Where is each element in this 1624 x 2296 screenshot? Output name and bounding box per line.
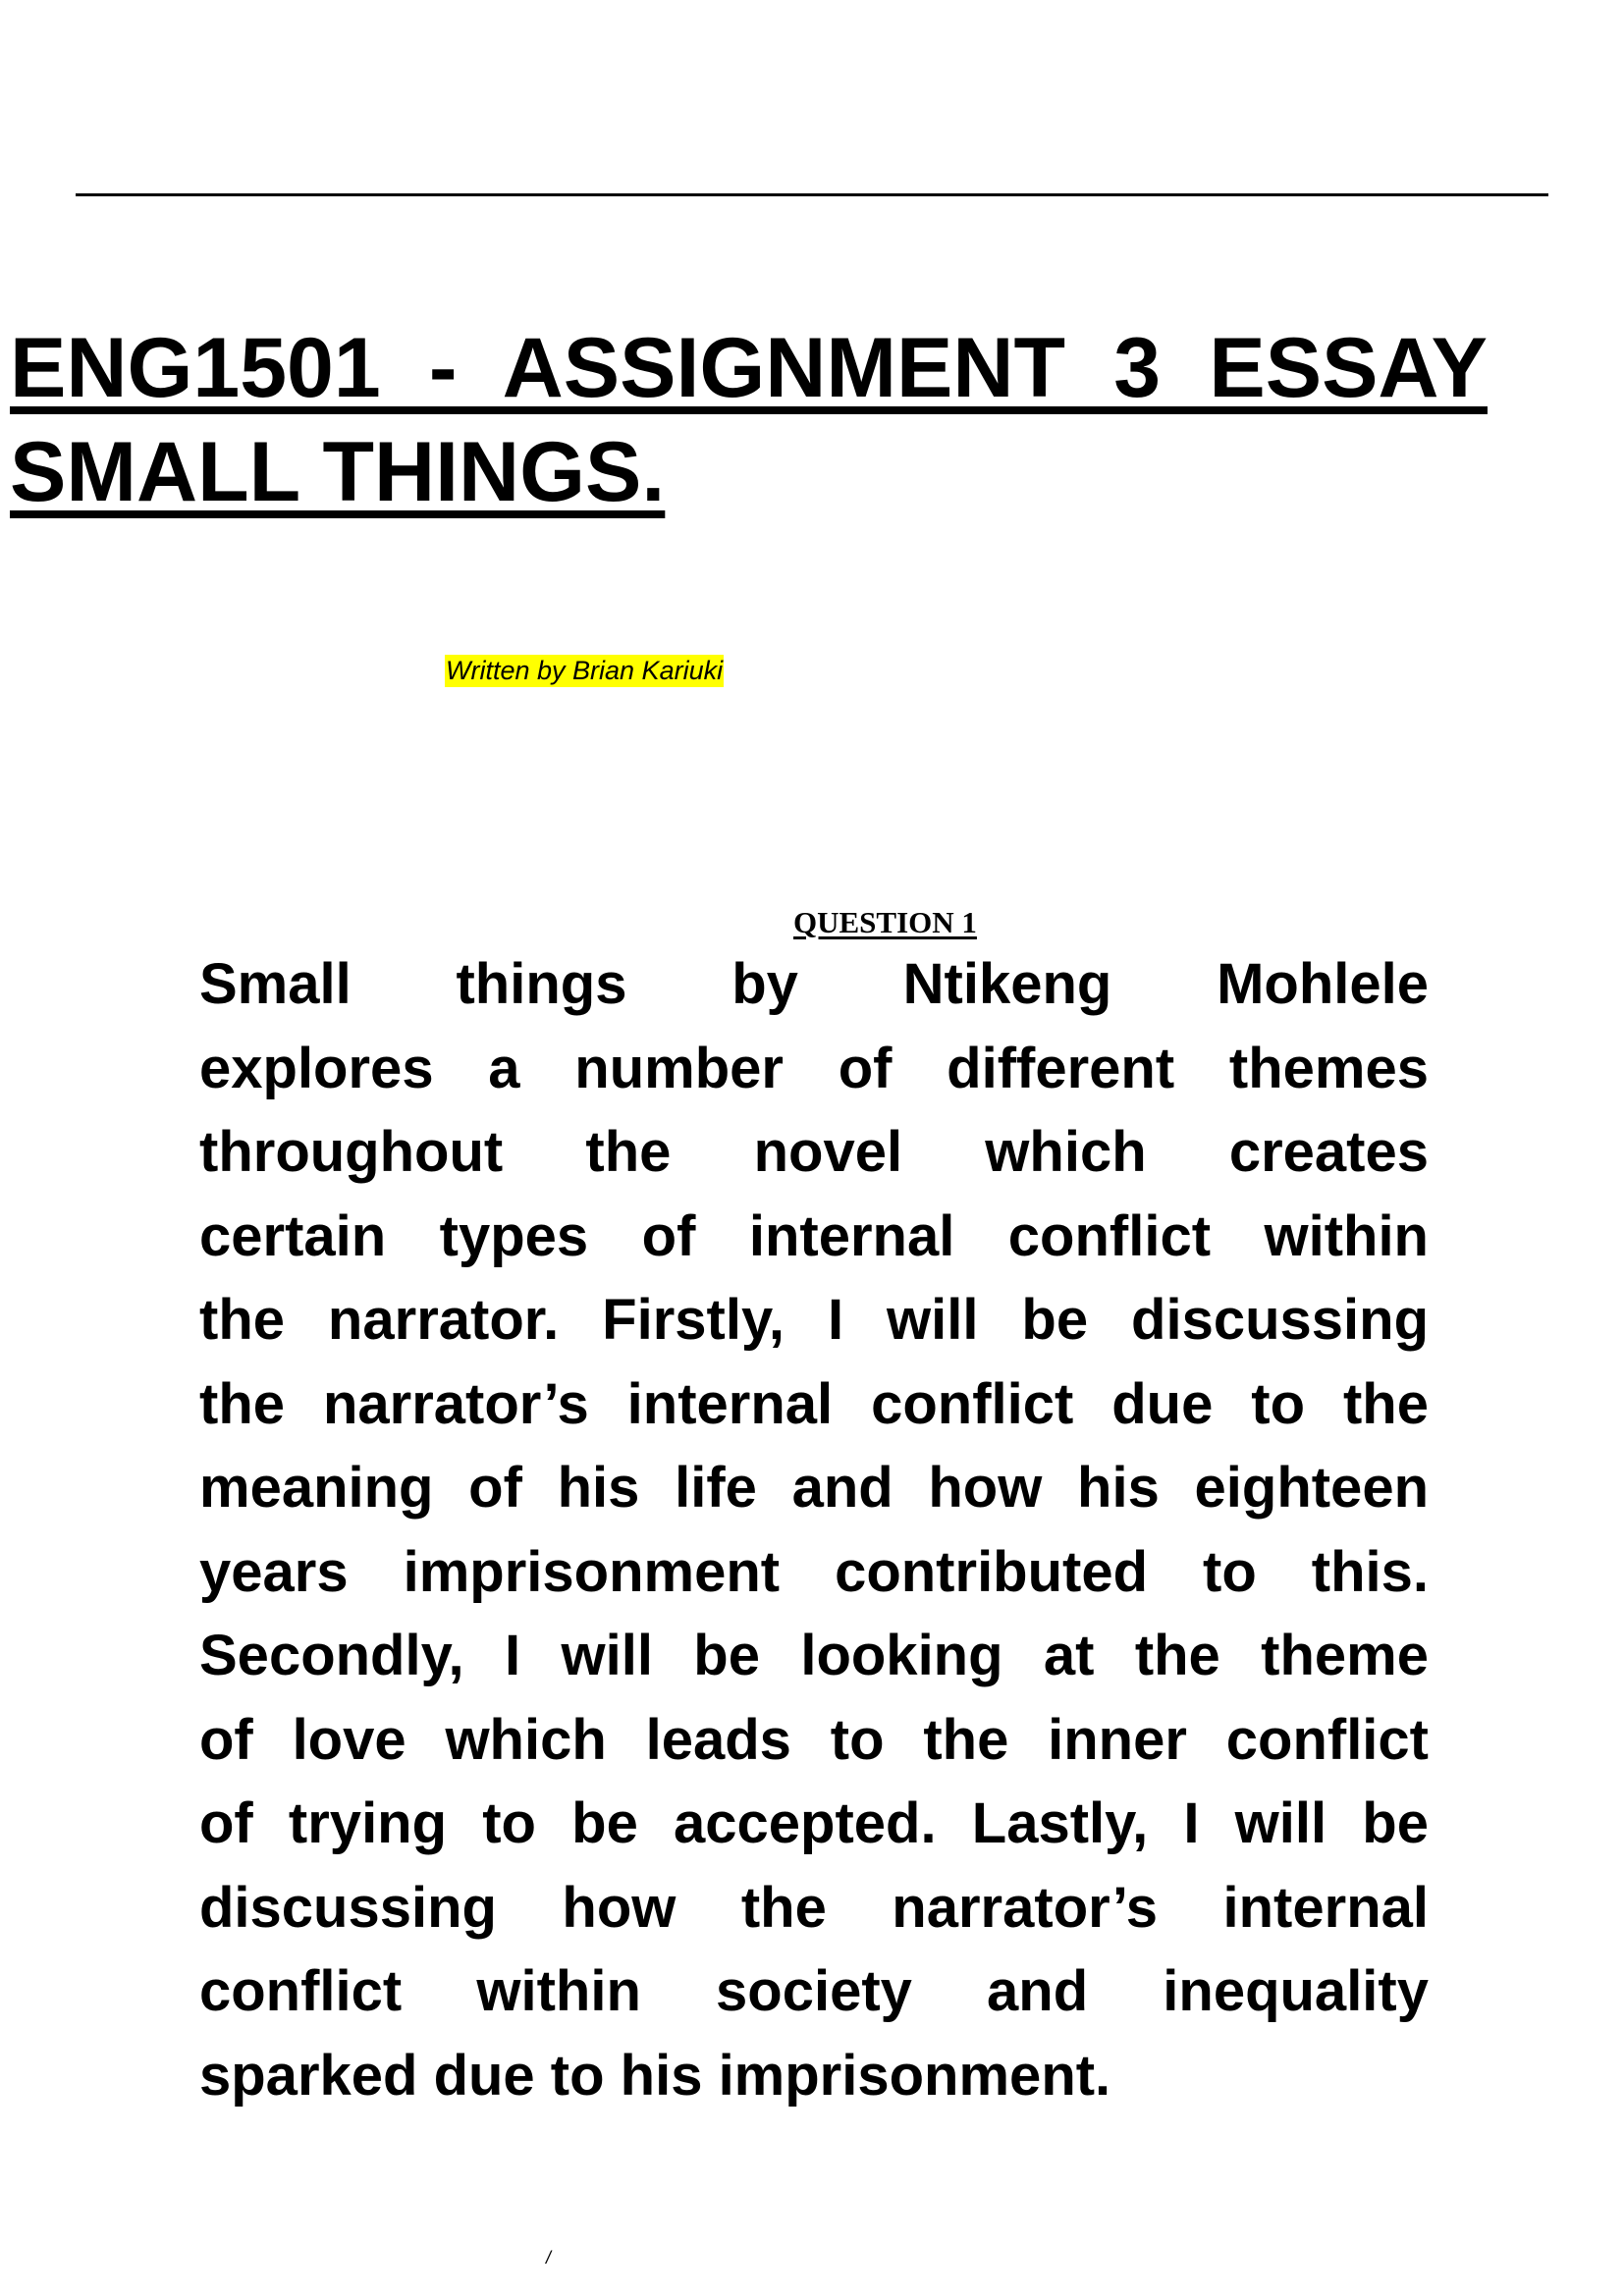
paragraph-line: the narrator. Firstly, I will be discussing [199,1288,1429,1352]
paragraph-line: years imprisonment contributed to this. [199,1539,1429,1604]
page-mark: / [546,2248,552,2268]
document-title [10,316,1488,524]
paragraph-line: Small things by Ntikeng Mohlele [199,952,1429,1016]
author-byline: Written by Brian Kariuki [446,656,724,685]
paragraph-line: Secondly, I will be looking at the theme [199,1624,1429,1687]
paragraph-line: meaning of his life and how his eighteen [199,1456,1429,1520]
paragraph-line: of trying to be accepted. Lastly, I will be [199,1791,1429,1855]
paragraph-line: sparked due to his imprisonment. [199,2043,1111,2108]
document-title-line-1: ENG1501 - ASSIGNMENT 3 ESSAY [10,321,1488,415]
paragraph-line: of love which leads to the inner conflict [199,1707,1429,1772]
paragraph-line: certain types of internal conflict within [199,1203,1429,1268]
paragraph-line: discussing how the narrator’s internal [199,1875,1429,1940]
document-title-line-2: SMALL THINGS. [10,425,666,519]
paragraph-line: conflict within society and inequality [199,1959,1429,2023]
paragraph-line: explores a number of different themes [199,1036,1429,1100]
essay-paragraph [199,942,1429,2117]
paragraph-line: throughout the novel which creates [199,1120,1429,1184]
header-rule [76,193,1548,196]
question-heading: QUESTION 1 [793,905,977,939]
paragraph-line: the narrator’s internal conflict due to the [199,1371,1429,1436]
